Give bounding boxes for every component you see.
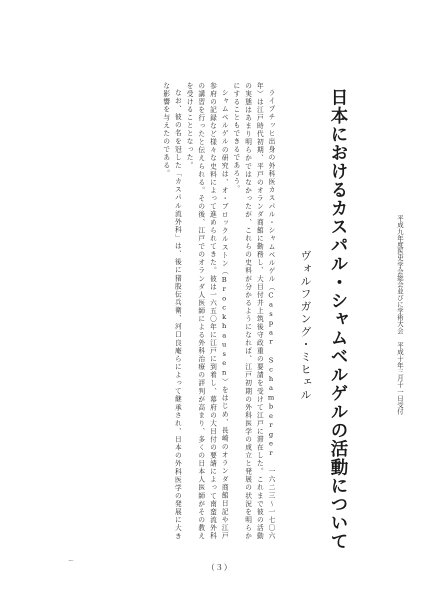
author-name: ヴォルフガング・ミヒェル <box>299 250 312 402</box>
body-paragraph: なお、彼の名を冠した「カスパル流外科」は、後に猪股伝兵衛、河口良庵らによって継承され、日本の外科医学の発展に大きな影響を与えたのである。 <box>161 82 182 540</box>
body-paragraph: ライプチッヒ出身の外科医カスパル・シャムベルゲル（Caspar Schamberger 一六二三〜一七〇六年）は江戸時代初期、平戸のオランダ商館に勤務し、大目付井上筑後守政重の要請を受けて江戸に滞在した。これまで彼の活動の実態はあまり明らかではなかったが、これらの史料が分かるようになれば、江戸初期の外科医学の成立と発展の状況を明らかにすることもできるであろう。 <box>231 82 275 540</box>
article-title: 日本におけるカスパル・シャムベルゲルの活動について <box>328 88 348 551</box>
page-number: （３） <box>206 563 233 572</box>
submission-note: 平成九年度医史学会総会並びに学術大会 平成十年三月十一日受付 <box>396 215 404 415</box>
body-paragraph: シャムベルゲルの研究は、オ・ブロックルストン（Brockhausen）をはじめ、長崎のオランダ商館日記や江戸参府の記録など様々な史料によって進められてきた。彼は一六五〇年に江戸に到着し、幕府の大目付の要請によって南蛮流外科の講習を行ったと伝えられる。その後、江戸でのオランダ人医師による外科治療の評判が高まり、多くの日本人医師がその教えを受けることとなった。 <box>185 82 229 540</box>
body-text <box>42 82 276 540</box>
margin-mark: ー <box>68 558 75 565</box>
